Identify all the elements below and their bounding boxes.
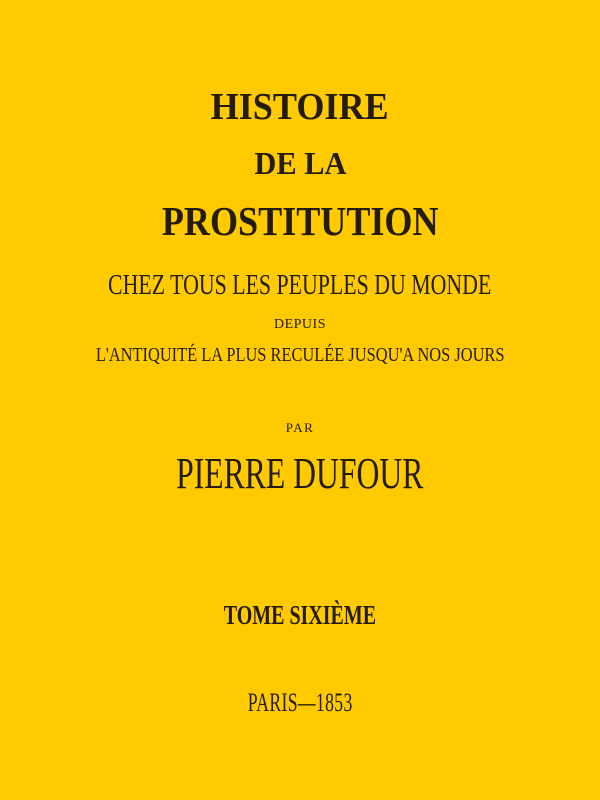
book-title-line-3 bbox=[0, 200, 600, 243]
book-title-line-1-text: HISTOIRE bbox=[211, 86, 389, 128]
book-subtitle-antiquite bbox=[0, 345, 600, 366]
book-title-line-2-text: DE LA bbox=[253, 145, 347, 181]
book-subtitle bbox=[0, 271, 600, 300]
author-name bbox=[0, 451, 600, 497]
volume-label bbox=[0, 601, 600, 629]
book-subtitle-depuis bbox=[0, 318, 600, 333]
book-title-line-3-text: PROSTITUTION bbox=[161, 198, 439, 244]
byline-label bbox=[0, 421, 600, 435]
book-subtitle-depuis-text: DEPUIS bbox=[273, 317, 326, 332]
book-title-line-1 bbox=[0, 88, 600, 128]
byline-label-text: PAR bbox=[285, 420, 315, 435]
book-subtitle-antiquite-text: L'ANTIQUITÉ LA PLUS RECULÉE JUSQU'A NOS JOURS bbox=[95, 344, 505, 366]
author-name-text: PIERRE DUFOUR bbox=[176, 449, 424, 498]
book-subtitle-text: CHEZ TOUS LES PEUPLES DU MONDE bbox=[108, 270, 492, 301]
imprint-line-text: PARIS—1853 bbox=[247, 688, 353, 717]
volume-label-text: TOME SIXIÈME bbox=[223, 600, 377, 630]
book-title-line-2 bbox=[0, 147, 600, 181]
imprint-line bbox=[0, 689, 600, 716]
